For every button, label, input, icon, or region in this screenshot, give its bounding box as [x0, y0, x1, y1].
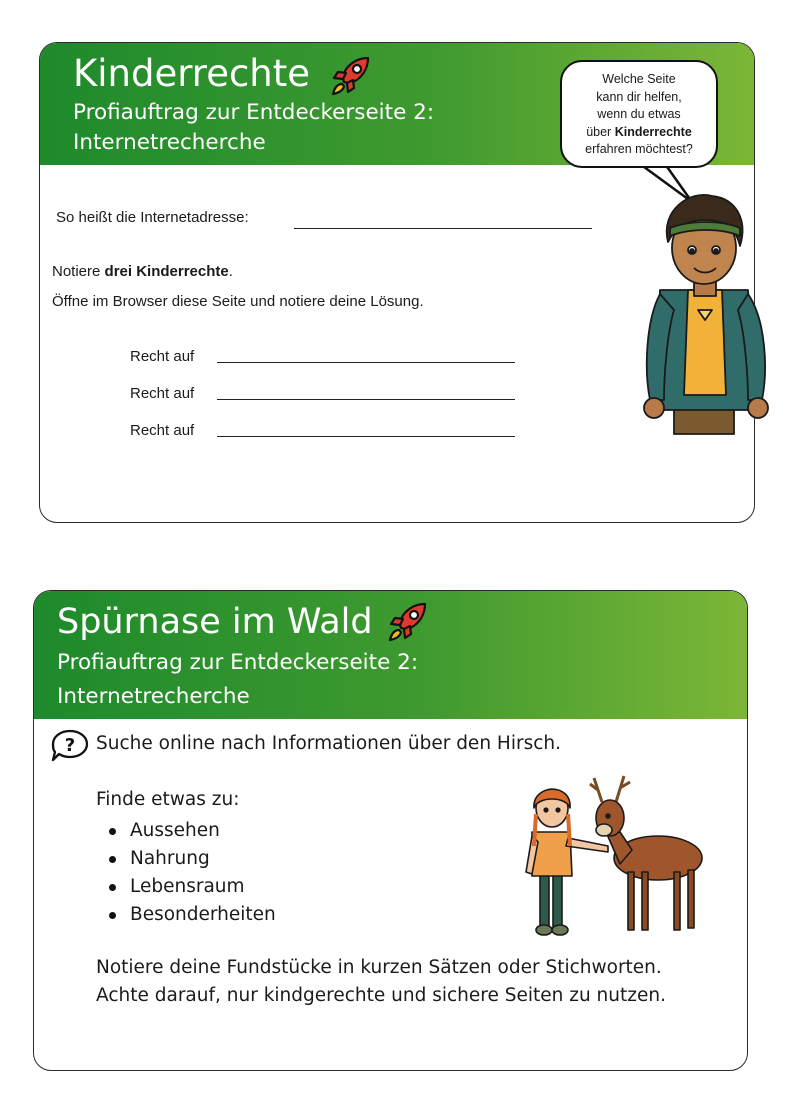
bubble-line: wenn du etwas — [597, 107, 681, 121]
bubble-line: erfahren möchtest? — [585, 142, 693, 156]
right-answer-line[interactable] — [217, 436, 515, 437]
right-answer-line[interactable] — [217, 362, 515, 363]
instruction-text — [52, 263, 233, 280]
bubble-line — [562, 124, 716, 142]
bubble-line: Welche Seite — [602, 72, 676, 86]
card-title: Kinderrechte — [73, 52, 311, 95]
address-label: So heißt die Internetadresse: — [56, 209, 249, 226]
rocket-icon — [330, 54, 372, 96]
bubble-text: über — [586, 124, 615, 139]
card-subtitle: Profiauftrag zur Entdeckerseite 2: — [73, 100, 435, 125]
bubble-line: kann dir helfen, — [596, 89, 682, 104]
task-text: Suche online nach Informationen über den Hirsch. — [96, 733, 561, 754]
list-item: Besonderheiten — [98, 901, 276, 929]
note-text: Notiere deine Fundstücke in kurzen Sätzen oder Stichworten. — [96, 957, 662, 978]
svg-text:?: ? — [64, 735, 76, 756]
girl-deer-illustration — [520, 772, 705, 940]
right-label: Recht auf — [130, 422, 195, 439]
card-subtitle-2: Internetrecherche — [73, 130, 266, 155]
note-text-2: Achte darauf, nur kindgerechte und sichere Seiten zu nutzen. — [96, 985, 666, 1006]
speech-bubble — [560, 60, 718, 168]
list-item: Nahrung — [98, 845, 276, 873]
card-title: Spürnase im Wald — [57, 602, 373, 642]
instruction-bold: drei Kinderrechte — [104, 263, 229, 280]
topic-list — [98, 817, 276, 929]
list-item: Lebensraum — [98, 873, 276, 901]
instruction-prefix: Notiere — [52, 263, 105, 280]
question-bubble-icon — [50, 729, 90, 763]
right-label: Recht auf — [130, 385, 195, 402]
instruction-suffix: . — [228, 263, 233, 280]
card-subtitle: Profiauftrag zur Entdeckerseite 2: — [57, 650, 419, 675]
address-answer-line[interactable] — [294, 228, 592, 229]
right-answer-line[interactable] — [217, 399, 515, 400]
boy-illustration — [640, 190, 772, 435]
right-label: Recht auf — [130, 348, 195, 365]
list-item: Aussehen — [98, 817, 276, 845]
browser-instruction: Öffne im Browser diese Seite und notiere deine Lösung. — [52, 293, 424, 310]
rocket-icon — [387, 600, 429, 642]
card-subtitle-2: Internetrecherche — [57, 684, 250, 709]
find-label: Finde etwas zu: — [96, 789, 240, 810]
bubble-bold-text: Kinderrechte — [614, 124, 692, 139]
